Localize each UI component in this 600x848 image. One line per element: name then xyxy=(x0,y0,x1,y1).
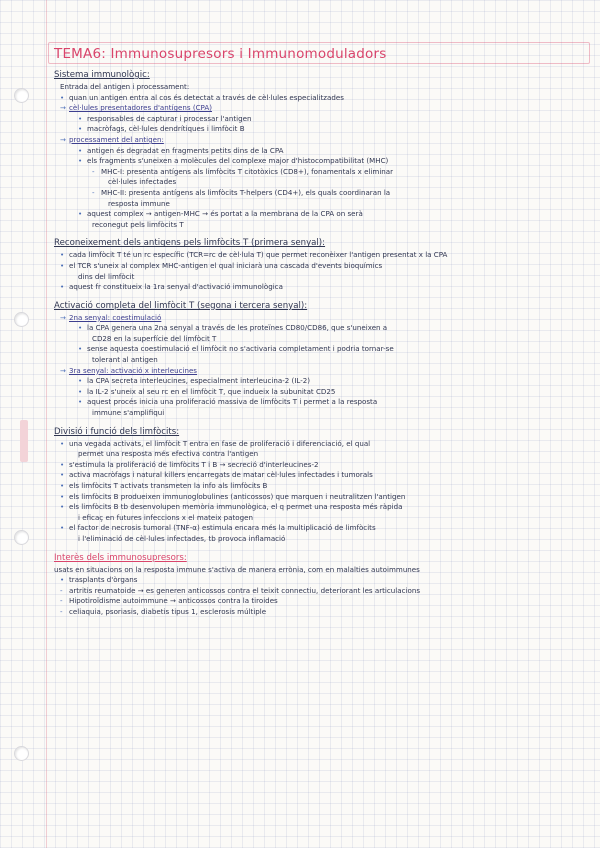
note-text: CD28 en la superfície del limfòcit T xyxy=(92,333,217,343)
note-text: sense aquesta coestimulació el limfòcit no s'activaria completament i podria tornar-se xyxy=(87,344,394,354)
note-text: MHC-I: presenta antígens als limfòcits T citotòxics (CD8+), fonamentals x eliminar xyxy=(101,166,394,176)
note-line xyxy=(52,124,588,135)
note-text: usats en situacions on la resposta immune s'activa de manera errònia, com en malalties autoimmunes xyxy=(54,564,420,574)
note-text: i l'eliminació de cèl·lules infectades, tb provoca inflamació xyxy=(78,533,286,543)
note-text: resposta immune xyxy=(108,198,170,208)
note-text: els fragments s'uneixen a molècules del complexe major d'histocompatibilitat (MHC) xyxy=(87,156,389,166)
note-text: processament del antigen: xyxy=(69,134,164,144)
note-line xyxy=(52,481,588,492)
note-line xyxy=(52,220,588,231)
note-text: cada limfòcit T té un rc específic (TCR=rc de cèl·lula T) que permet reconèixer l'antigen presentat x la CPA xyxy=(69,250,448,260)
bullet-marker: • xyxy=(78,209,83,219)
note-text: Hipotiroïdisme autoimmune → anticossos contra la tiroides xyxy=(69,596,278,606)
note-text: els limfòcits T activats transmeten la info als limfòcits B xyxy=(69,481,268,490)
note-line xyxy=(52,387,588,398)
note-line xyxy=(52,261,588,272)
bullet-marker: • xyxy=(78,113,83,123)
note-line xyxy=(52,114,588,125)
note-line xyxy=(52,167,588,178)
bullet-marker: • xyxy=(60,459,65,469)
binder-hole xyxy=(14,88,29,103)
bullet-marker: → xyxy=(60,134,66,144)
note-line xyxy=(52,135,588,146)
bullet-marker: - xyxy=(92,166,95,176)
note-text: reconegut pels limfòcits T xyxy=(92,219,184,229)
note-text: tolerant al antigen xyxy=(92,355,158,365)
note-text: els limfòcits B produeixen immunoglobulines (anticossos) que marquen i neutralitzen l'antigen xyxy=(69,491,406,501)
section-heading: Divisió i funció dels limfòcits: xyxy=(54,426,180,437)
bullet-marker: • xyxy=(60,470,65,480)
bullet-marker: • xyxy=(60,502,65,512)
note-line xyxy=(52,408,588,419)
note-text: aquest complex → antigen-MHC → és portat a la membrana de la CPA on serà xyxy=(87,209,363,219)
bullet-marker: → xyxy=(60,103,66,113)
note-line xyxy=(52,334,588,345)
note-line xyxy=(52,460,588,471)
notes-section xyxy=(52,553,588,618)
note-text: 2na senyal: coestimulació xyxy=(69,312,162,322)
bullet-marker: • xyxy=(78,124,83,134)
binder-hole xyxy=(14,312,29,327)
note-line xyxy=(52,596,588,607)
bullet-marker: • xyxy=(78,397,83,407)
section-heading: Reconeixement dels antigens pels limfòcits T (primera senyal): xyxy=(54,238,326,249)
note-text: la CPA genera una 2na senyal a través de les proteïnes CD80/CD86, que s'uneixen a xyxy=(87,323,388,333)
note-line xyxy=(52,502,588,513)
note-line xyxy=(52,449,588,460)
note-line xyxy=(52,209,588,220)
bullet-marker: → xyxy=(60,365,66,375)
bullet-marker: - xyxy=(92,187,95,197)
section-subheading: Entrada del antigen i processament: xyxy=(60,82,190,91)
note-line xyxy=(52,250,588,261)
binder-hole xyxy=(14,530,29,545)
note-text: aquest fr constitueix la 1ra senyal d'activació immunològica xyxy=(69,282,283,292)
note-line xyxy=(52,565,588,576)
note-text: s'estimula la proliferació de limfòcits T i B → secreció d'interleucines-2 xyxy=(69,459,319,469)
notes-section xyxy=(52,70,588,230)
note-line xyxy=(52,366,588,377)
note-text: MHC-II: presenta antígens als limfòcits T-helpers (CD4+), els quals coordinaran la xyxy=(101,187,391,197)
note-line xyxy=(52,575,588,586)
section-heading: Interès dels immunosupresors: xyxy=(54,552,187,563)
bullet-marker: • xyxy=(60,92,65,102)
section-heading: Sistema immunològic: xyxy=(54,70,150,80)
note-text: el factor de necrosis tumoral (TNF-α) estimula encara més la multiplicació de limfòcits xyxy=(69,523,376,533)
note-line xyxy=(52,376,588,387)
note-line xyxy=(52,344,588,355)
note-line xyxy=(52,272,588,283)
note-text: responsables de capturar i processar l'antigen xyxy=(87,113,252,123)
note-text: artritis reumatoide → es generen anticossos contra el teixit connectiu, deteriorant les articulacions xyxy=(69,585,421,595)
note-line xyxy=(52,534,588,545)
note-line xyxy=(52,470,588,481)
bullet-marker: • xyxy=(60,250,65,260)
page-tab-marker xyxy=(20,420,28,462)
margin-line xyxy=(46,0,47,848)
notes-section xyxy=(52,427,588,545)
bullet-marker: • xyxy=(78,344,83,354)
bullet-marker: • xyxy=(60,282,65,292)
bullet-marker: • xyxy=(78,386,83,396)
section-heading: Activació completa del limfòcit T (segona i tercera senyal): xyxy=(54,300,308,311)
notes-content xyxy=(52,46,588,618)
note-text: la IL-2 s'uneix al seu rc en el limfòcit T, que indueix la subunitat CD25 xyxy=(87,386,336,396)
note-line xyxy=(52,492,588,503)
note-line xyxy=(52,513,588,524)
note-line xyxy=(52,146,588,157)
note-text: dins del limfòcit xyxy=(78,271,135,281)
note-text: una vegada activats, el limfòcit T entra en fase de proliferació i diferenciació, el qual xyxy=(69,438,371,448)
note-line xyxy=(52,439,588,450)
note-line xyxy=(52,188,588,199)
note-text: els limfòcits B tb desenvolupen memòria immunològica, el q permet una resposta més ràpida xyxy=(69,502,403,512)
note-text: macròfags, cèl·lules dendrítiques i limfòcit B xyxy=(87,124,245,134)
bullet-marker: • xyxy=(78,156,83,166)
note-text: antigen és degradat en fragments petits dins de la CPA xyxy=(87,145,284,155)
note-line xyxy=(52,93,588,104)
note-text: la CPA secreta interleucines, especialment interleucina-2 (IL-2) xyxy=(87,376,311,386)
note-line xyxy=(52,397,588,408)
note-line xyxy=(52,103,588,114)
bullet-marker: • xyxy=(60,491,65,501)
note-text: celiaquia, psoriasis, diabetis tipus 1, esclerosis múltiple xyxy=(69,606,267,616)
note-line xyxy=(52,282,588,293)
note-line xyxy=(52,156,588,167)
note-line xyxy=(52,355,588,366)
note-text: i eficaç en futures infeccions x el mateix patogen xyxy=(78,512,254,522)
note-line xyxy=(52,313,588,324)
note-line xyxy=(52,607,588,618)
note-text: permet una resposta més efectiva contra l'antigen xyxy=(78,449,259,459)
note-line xyxy=(52,177,588,188)
notes-section xyxy=(52,238,588,292)
note-line xyxy=(52,323,588,334)
note-text: activa macròfags i natural killers encarregats de matar cèl·lules infectades i tumorals xyxy=(69,470,373,480)
bullet-marker: • xyxy=(78,376,83,386)
note-text: 3ra senyal: activació x interleucines xyxy=(69,365,197,375)
note-line xyxy=(52,523,588,534)
note-text: cèl·lules presentadores d'antígens (CPA) xyxy=(69,103,213,113)
note-line xyxy=(52,199,588,210)
notes-section xyxy=(52,301,588,419)
note-text: cèl·lules infectades xyxy=(108,177,177,187)
binder-hole xyxy=(14,746,29,761)
bullet-marker: • xyxy=(60,438,65,448)
sections-container xyxy=(52,70,588,618)
bullet-marker: → xyxy=(60,312,66,322)
bullet-marker: • xyxy=(60,575,65,585)
bullet-marker: • xyxy=(60,481,65,490)
bullet-marker: • xyxy=(78,145,83,155)
bullet-marker: - xyxy=(60,596,63,606)
page-title: TEMA6: Immunosupresors i Immunomoduladors xyxy=(54,46,387,62)
note-text: quan un antigen entra al cos és detectat a través de cèl·lules especialitzades xyxy=(69,92,344,102)
bullet-marker: - xyxy=(60,606,63,616)
bullet-marker: • xyxy=(78,323,83,333)
bullet-marker: - xyxy=(60,585,63,595)
bullet-marker: • xyxy=(60,260,65,270)
note-text: aquest procés inicia una proliferació massiva de limfòcits T i permet a la resposta xyxy=(87,397,378,407)
bullet-marker: • xyxy=(60,523,65,533)
note-text: trasplants d'òrgans xyxy=(69,575,138,585)
note-text: immune s'amplifiqui xyxy=(92,408,165,418)
note-text: el TCR s'uneix al complex MHC-antigen el qual iniciarà una cascada d'events bioquímics xyxy=(69,260,383,270)
note-line xyxy=(52,586,588,597)
